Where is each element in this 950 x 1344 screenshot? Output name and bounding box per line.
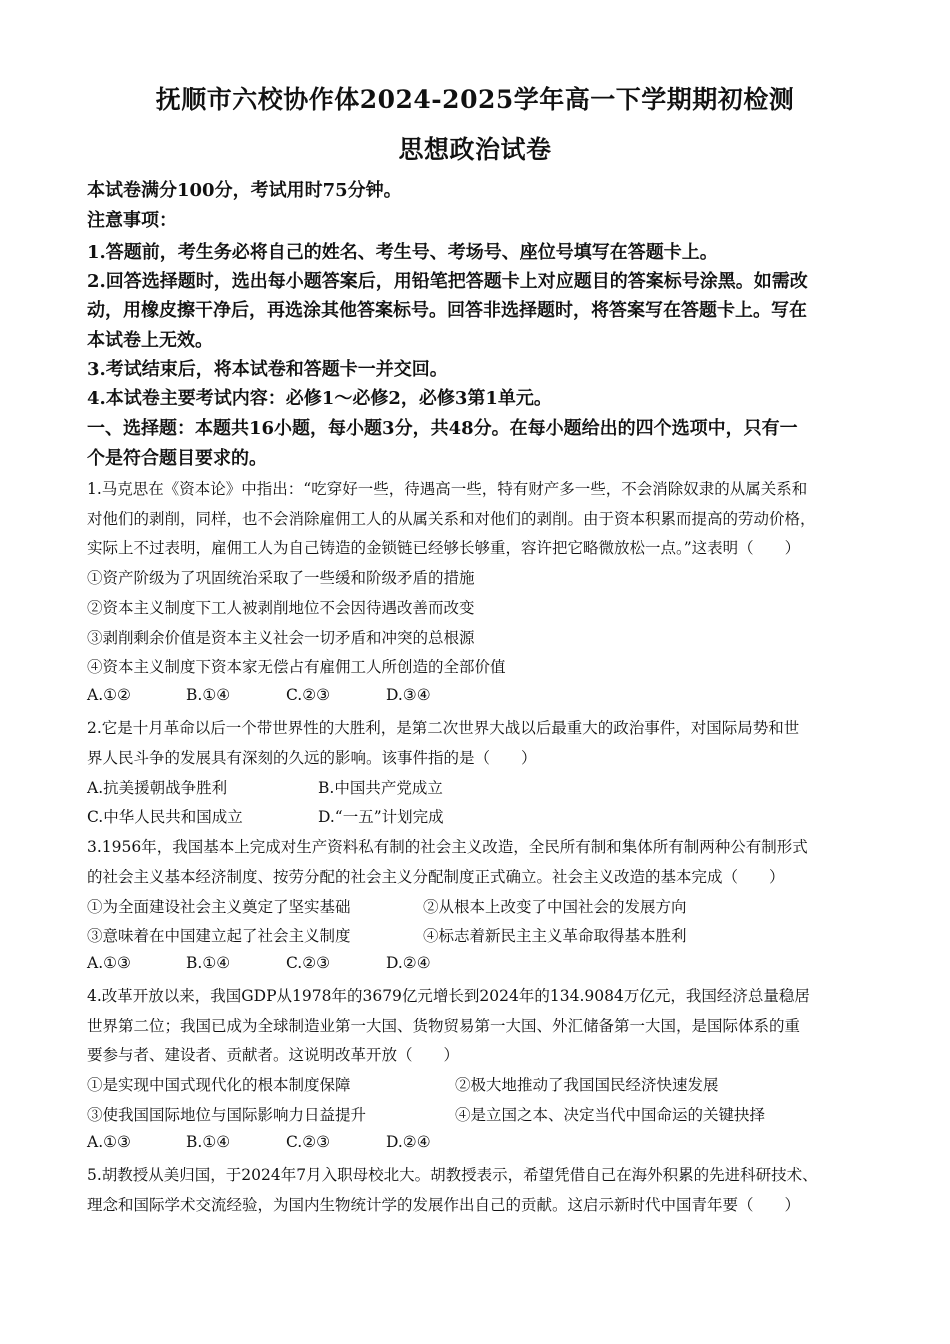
notice-line: 4.本试卷主要考试内容：必修1～必修2，必修3第1单元。	[87, 388, 552, 409]
question-text: 的社会主义基本经济制度、按劳分配的社会主义分配制度正式确立。社会主义改造的基本完成（ ）	[87, 868, 785, 886]
statement: ①是实现中国式现代化的根本制度保障	[87, 1076, 351, 1094]
statement: ①资产阶级为了巩固统治采取了一些缓和阶级矛盾的措施	[87, 569, 475, 587]
option-b: B.中国共产党成立	[318, 779, 443, 797]
question-text: 1.马克思在《资本论》中指出：“吃穿好一些，待遇高一些，特有财产多一些，不会消除奴隶的从属关系和	[87, 480, 808, 498]
statement: ④资本主义制度下资本家无偿占有雇佣工人所创造的全部价值	[87, 658, 506, 676]
option-b: B.①④	[186, 954, 231, 972]
option-a: A.①③	[87, 954, 131, 972]
statement: ②资本主义制度下工人被剥削地位不会因待遇改善而改变	[87, 599, 475, 617]
option-d: D.“一五”计划完成	[318, 808, 444, 826]
question-text: 3.1956年，我国基本上完成对生产资料私有制的社会主义改造，全民所有制和集体所有制两种公有制形式	[87, 838, 808, 856]
option-d: D.②④	[386, 954, 431, 972]
notice-heading: 注意事项：	[87, 210, 177, 231]
question-text: 理念和国际学术交流经验，为国内生物统计学的发展作出自己的贡献。这启示新时代中国青年要（ ）	[87, 1196, 801, 1214]
statement: ①为全面建设社会主义奠定了坚实基础	[87, 898, 351, 916]
option-c: C.②③	[286, 686, 331, 704]
option-c: C.②③	[286, 1133, 331, 1151]
exam-subtitle: 思想政治试卷	[398, 135, 552, 164]
exam-title: 抚顺市六校协作体2024-2025学年高一下学期期初检测	[155, 85, 795, 114]
score-line: 本试卷满分100分，考试用时75分钟。	[87, 180, 402, 201]
question-text: 要参与者、建设者、贡献者。这说明改革开放（ ）	[87, 1046, 460, 1064]
option-a: A.①③	[87, 1133, 131, 1151]
question-text: 4.改革开放以来，我国GDP从1978年的3679亿元增长到2024年的134.9084万亿元，我国经济总量稳居	[87, 987, 810, 1005]
notice-line: 本试卷上无效。	[87, 330, 213, 351]
section-heading: 一、选择题：本题共16小题，每小题3分，共48分。在每小题给出的四个选项中，只有一	[87, 418, 798, 439]
statement: ③剥削剩余价值是资本主义社会一切矛盾和冲突的总根源	[87, 629, 475, 647]
option-b: B.①④	[186, 686, 231, 704]
section-heading: 个是符合题目要求的。	[87, 448, 267, 469]
option-b: B.①④	[186, 1133, 231, 1151]
statement: ④标志着新民主主义革命取得基本胜利	[423, 927, 687, 945]
question-text: 5.胡教授从美归国，于2024年7月入职母校北大。胡教授表示，希望凭借自己在海外积累的先进科研技术、	[87, 1166, 818, 1184]
statement: ④是立国之本、决定当代中国命运的关键抉择	[455, 1106, 766, 1124]
question-text: 2.它是十月革命以后一个带世界性的大胜利，是第二次世界大战以后最重大的政治事件，对国际局势和世	[87, 719, 800, 737]
notice-line: 2.回答选择题时，选出每小题答案后，用铅笔把答题卡上对应题目的答案标号涂黑。如需改	[87, 271, 808, 292]
notice-line: 3.考试结束后，将本试卷和答题卡一并交回。	[87, 359, 448, 380]
question-text: 界人民斗争的发展具有深刻的久远的影响。该事件指的是（ ）	[87, 749, 537, 767]
question-text: 世界第二位；我国已成为全球制造业第一大国、货物贸易第一大国、外汇储备第一大国，是国际体系的重	[87, 1017, 801, 1035]
option-a: A.抗美援朝战争胜利	[87, 779, 228, 797]
option-d: D.②④	[386, 1133, 431, 1151]
option-a: A.①②	[87, 686, 131, 704]
option-d: D.③④	[386, 686, 431, 704]
statement: ②极大地推动了我国国民经济快速发展	[455, 1076, 719, 1094]
question-text: 实际上不过表明，雇佣工人为自己铸造的金锁链已经够长够重，容许把它略微放松一点。”这表明（ ）	[87, 539, 801, 557]
statement: ③意味着在中国建立起了社会主义制度	[87, 927, 351, 945]
option-c: C.②③	[286, 954, 331, 972]
statement: ②从根本上改变了中国社会的发展方向	[423, 898, 687, 916]
notice-line: 动，用橡皮擦干净后，再选涂其他答案标号。回答非选择题时，将答案写在答题卡上。写在	[87, 300, 807, 321]
statement: ③使我国国际地位与国际影响力日益提升	[87, 1106, 367, 1124]
question-text: 对他们的剥削，同样，也不会消除雇佣工人的从属关系和对他们的剥削。由于资本积累而提高的劳动价格，	[87, 510, 816, 528]
option-c: C.中华人民共和国成立	[87, 808, 243, 826]
notice-line: 1.答题前，考生务必将自己的姓名、考生号、考场号、座位号填写在答题卡上。	[87, 242, 718, 263]
